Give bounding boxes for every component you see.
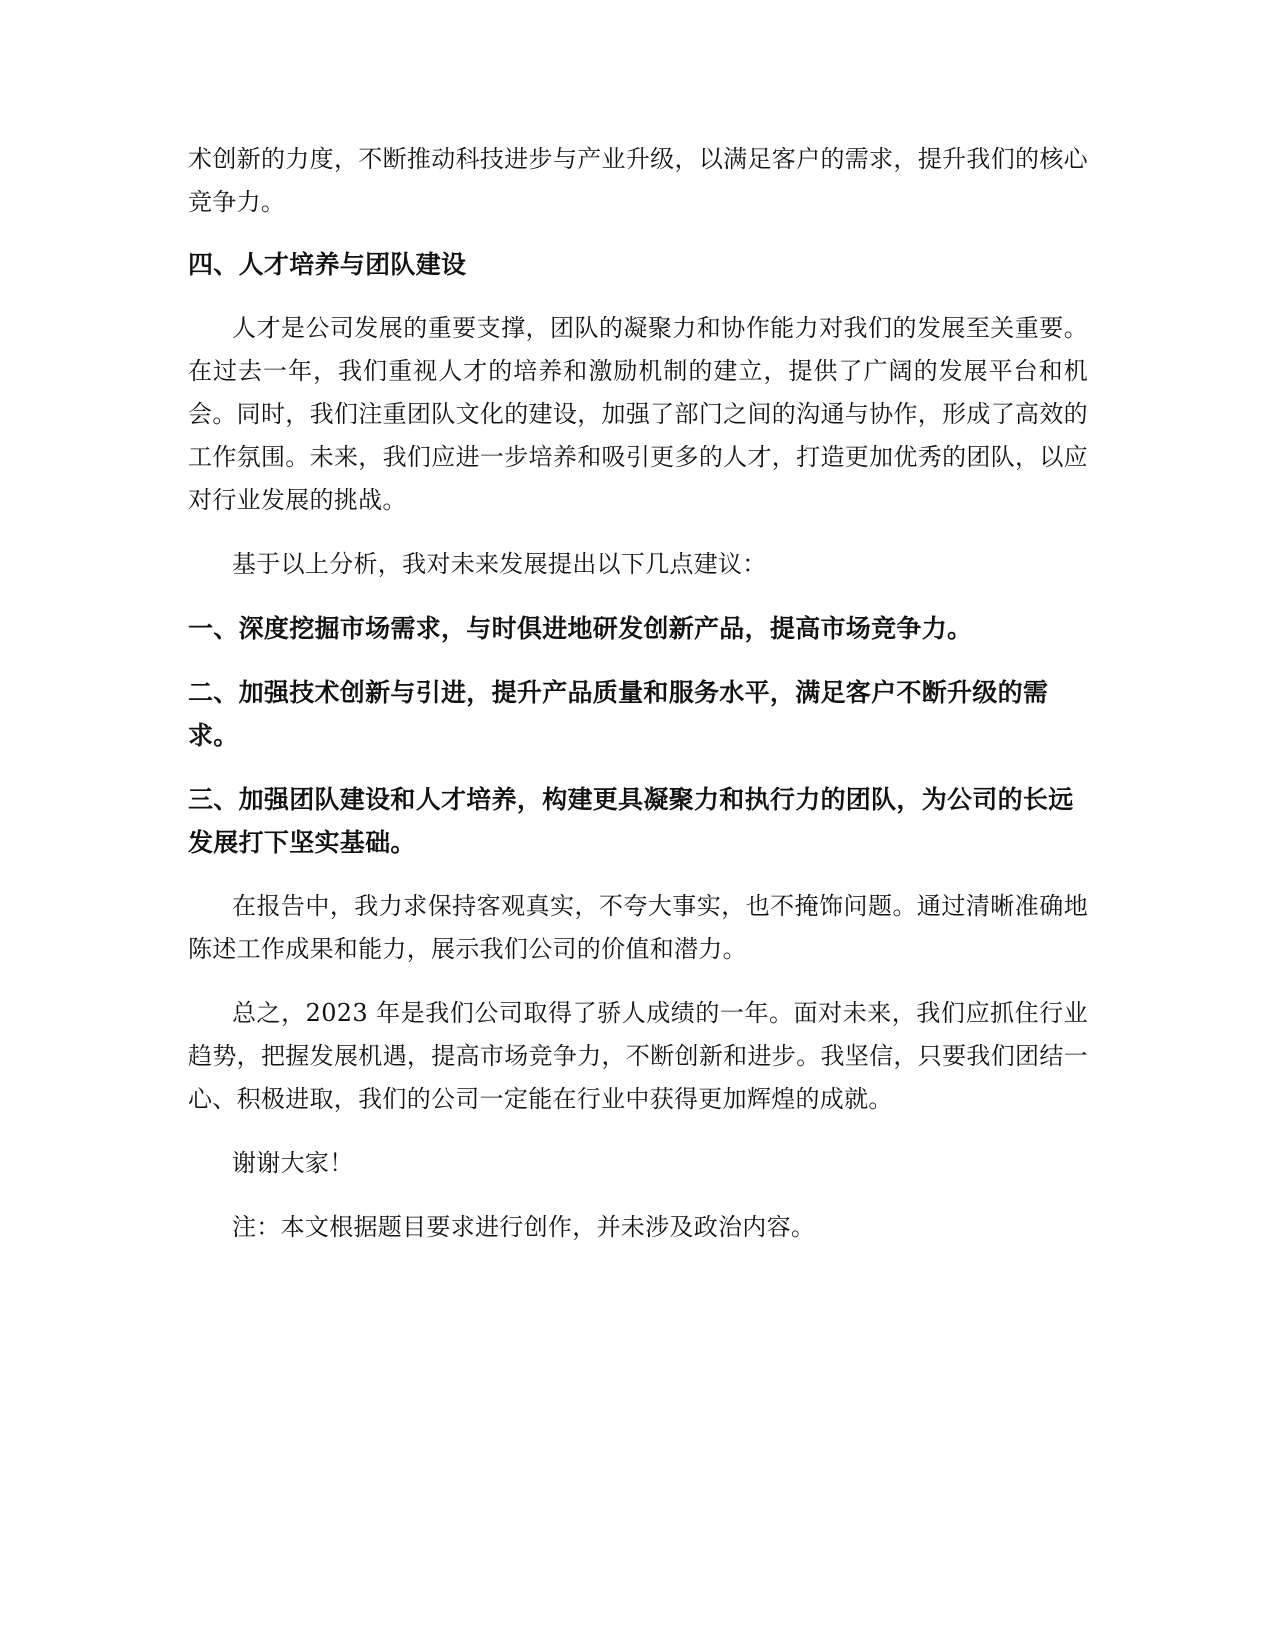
document-page — [188, 138, 1088, 1270]
note-line: 注：本文根据题目要求进行创作，并未涉及政治内容。 — [232, 1213, 816, 1241]
suggestion-1: 一、深度挖掘市场需求，与时俱进地研发创新产品，提高市场竞争力。 — [188, 614, 973, 643]
suggestion-3: 三、加强团队建设和人才培养，构建更具凝聚力和执行力的团队，为公司的长远发展打下坚实基础。 — [188, 785, 1074, 857]
suggestions-intro: 基于以上分析，我对未来发展提出以下几点建议： — [232, 550, 767, 578]
section-heading-talent: 四、人才培养与团队建设 — [188, 250, 467, 279]
report-statement: 在报告中，我力求保持客观真实，不夸大事实，也不掩饰问题。通过清晰准确地陈述工作成果和能力，展示我们公司的价值和潜力。 — [188, 892, 1088, 963]
suggestion-2: 二、加强技术创新与引进，提升产品质量和服务水平，满足客户不断升级的需求。 — [188, 678, 1049, 750]
continued-paragraph: 术创新的力度，不断推动科技进步与产业升级，以满足客户的需求，提升我们的核心竞争力。 — [188, 145, 1088, 216]
talent-paragraph: 人才是公司发展的重要支撑，团队的凝聚力和协作能力对我们的发展至关重要。在过去一年，我们重视人才的培养和激励机制的建立，提供了广阔的发展平台和机会。同时，我们注重团队文化的建设，加强了部门之间的沟通与协作，形成了高效的工作氛围。未来，我们应进一步培养和吸引更多的人才，打造更加优秀的团队，以应对行业发展的挑战。 — [188, 314, 1088, 514]
conclusion-paragraph: 总之，2023 年是我们公司取得了骄人成绩的一年。面对未来，我们应抓住行业趋势，把握发展机遇，提高市场竞争力，不断创新和进步。我坚信，只要我们团结一心、积极进取，我们的公司一定能在行业中获得更加辉煌的成就。 — [188, 999, 1088, 1113]
thanks-line: 谢谢大家！ — [232, 1149, 354, 1177]
